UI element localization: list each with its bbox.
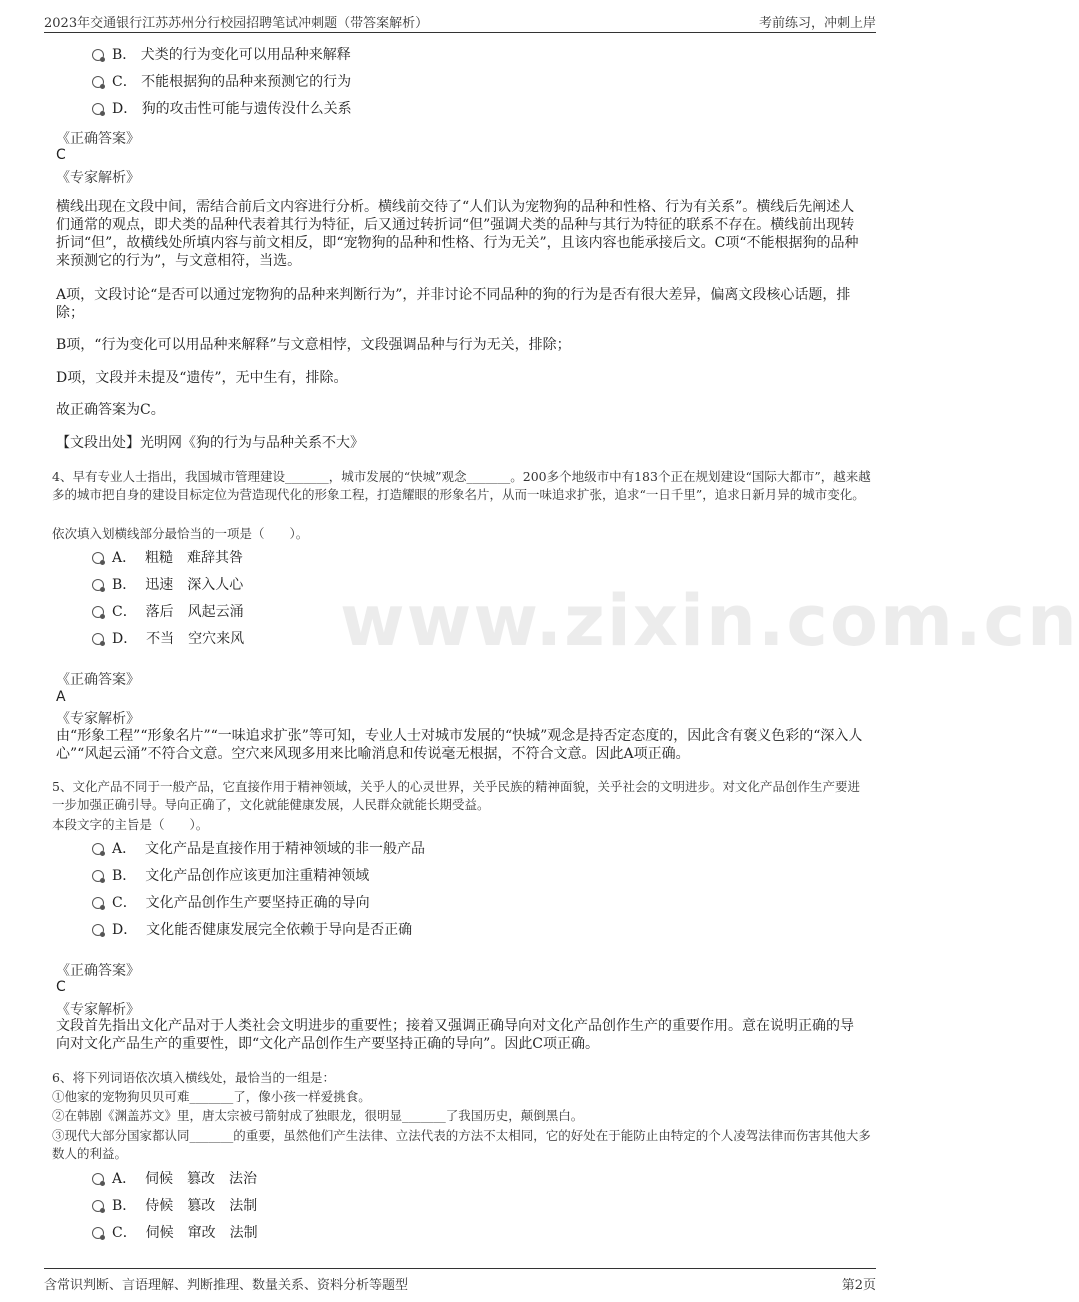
analysis-option-d: D项，文段并未提及“遗传”，无中生有，排除。 [56,370,348,386]
question-4-prompt: 依次填入划横线部分最恰当的一项是（ ）。 [52,526,309,541]
header-rule [44,32,876,33]
radio-icon[interactable] [92,552,104,564]
radio-icon[interactable] [92,924,104,936]
q4-option-b[interactable]: B． 迅速 深入人心 [92,574,243,594]
q4-option-a[interactable]: A． 粗糙 难辞其咎 [92,547,243,567]
answer-label: 《正确答案》 [56,131,140,147]
analysis-option-b: B项，“行为变化可以用品种来解释”与文意相悖，文段强调品种与行为无关，排除； [56,337,571,353]
answer-value: C [56,147,66,163]
q3-option-d[interactable]: D． 狗的攻击性可能与遗传没什么关系 [92,98,352,118]
analysis-text: 由“形象工程”“形象名片”“一味追求扩张”等可知，专业人士对城市发展的“快城”观念是持否定态度的，因此含有褒义色彩的“深入人心”“风起云涌”不符合文意。空穴来风现多用来比喻消息和传说毫无根据，不符合文意。因此A项正确。 [56,728,863,762]
q5-option-d[interactable]: D． 文化能否健康发展完全依赖于导向是否正确 [92,919,412,939]
source-citation: 【文段出处】光明网《狗的行为与品种关系不大》 [56,435,364,451]
radio-icon[interactable] [92,579,104,591]
radio-icon[interactable] [92,870,104,882]
footer-description: 含常识判断、言语理解、判断推理、数量关系、资料分析等题型 [44,1278,409,1293]
question-5-prompt: 本段文字的主旨是（ ）。 [52,817,209,832]
q3-option-b[interactable]: B． 犬类的行为变化可以用品种来解释 [92,44,351,64]
page-header [0,0,920,36]
question-6-sentence-2: ②在韩剧《渊盖苏文》里，唐太宗被弓箭射成了独眼龙，很明显_______了我国历史，颠倒黑白。 [52,1108,584,1123]
question-6-sentence-3: ③现代大部分国家都认同_______的重要，虽然他们产生法律、立法代表的方法不太相同，它的好处在于能防止由特定的个人凌驾法律而伤害其他大多数人的利益。 [52,1128,871,1161]
question-4-stem: 4、早有专业人士指出，我国城市管理建设_______，城市发展的“快城”观念_______。200多个地级市中有183个正在规划建设“国际大都市”，越来越多的城市把自身的建设目标定位为营造现代化的形象工程，打造耀眼的形象名片，从而一味追求扩张，追求“一日千里”，追求日新月异的城市变化。 [52,469,871,502]
q5-option-c[interactable]: C． 文化产品创作生产要坚持正确的导向 [92,892,370,912]
analysis-label: 《专家解析》 [56,711,140,727]
radio-icon[interactable] [92,897,104,909]
conclusion: 故正确答案为C。 [56,402,165,418]
question-5-stem: 5、文化产品不同于一般产品，它直接作用于精神领域，关乎人的心灵世界，关乎民族的精神面貌，关乎社会的文明进步。对文化产品创作生产要进一步加强正确引导。导向正确了，文化就能健康发展，人民群众就能长期受益。 [52,779,860,812]
radio-icon[interactable] [92,103,104,115]
answer-label: 《正确答案》 [56,672,140,688]
radio-icon[interactable] [92,606,104,618]
page-footer [0,1268,920,1298]
radio-icon[interactable] [92,76,104,88]
analysis-label: 《专家解析》 [56,170,140,186]
watermark: www.zixin.com.cn [340,580,1079,662]
radio-icon[interactable] [92,843,104,855]
question-6-stem: 6、将下列词语依次填入横线处，最恰当的一组是： [52,1070,335,1085]
radio-icon[interactable] [92,49,104,61]
answer-value: C [56,979,66,995]
q6-option-b[interactable]: B． 侍候 篡改 法制 [92,1195,257,1215]
q6-option-c[interactable]: C． 伺候 窜改 法制 [92,1222,258,1242]
answer-label: 《正确答案》 [56,963,140,979]
header-slogan: 考前练习，冲刺上岸 [758,16,876,31]
q5-option-a[interactable]: A． 文化产品是直接作用于精神领域的非一般产品 [92,838,425,858]
q3-option-c[interactable]: C． 不能根据狗的品种来预测它的行为 [92,71,351,91]
q4-option-d[interactable]: D． 不当 空穴来风 [92,628,244,648]
answer-value: A [56,689,66,705]
q4-option-c[interactable]: C． 落后 风起云涌 [92,601,244,621]
analysis-label: 《专家解析》 [56,1002,140,1018]
document-title: 2023年交通银行江苏苏州分行校园招聘笔试冲刺题（带答案解析） [44,16,429,31]
radio-icon[interactable] [92,633,104,645]
radio-icon[interactable] [92,1173,104,1185]
footer-rule [44,1268,876,1269]
q6-option-a[interactable]: A． 伺候 篡改 法治 [92,1168,257,1188]
question-6-sentence-1: ①他家的宠物狗贝贝可难_______了，像小孩一样爱挑食。 [52,1089,371,1104]
radio-icon[interactable] [92,1200,104,1212]
analysis-option-a: A项，文段讨论“是否可以通过宠物狗的品种来判断行为”，并非讨论不同品种的狗的行为是否有很大差异，偏离文段核心话题，排除； [56,287,851,321]
page-number: 第2页 [841,1278,876,1293]
analysis-text: 文段首先指出文化产品对于人类社会文明进步的重要性；接着又强调正确导向对文化产品创作生产的重要作用。意在说明正确的导向对文化产品生产的重要性，即“文化产品创作生产要坚持正确的导向”。因此C项正确。 [56,1018,854,1052]
radio-icon[interactable] [92,1227,104,1239]
q5-option-b[interactable]: B． 文化产品创作应该更加注重精神领域 [92,865,369,885]
analysis-text: 横线出现在文段中间，需结合前后文内容进行分析。横线前交待了“人们认为宠物狗的品种和性格、行为有关系”。横线后先阐述人们通常的观点，即犬类的品种代表着其行为特征，后又通过转折词“但”强调犬类的品种与其行为特征的联系不存在。横线前出现转折词“但”，故横线处所填内容与前文相反，即“宠物狗的品种和性格、行为无关”，且该内容也能承接后文。C项“不能根据狗的品种来预测它的行为”，与文意相符，当选。 [56,199,859,269]
